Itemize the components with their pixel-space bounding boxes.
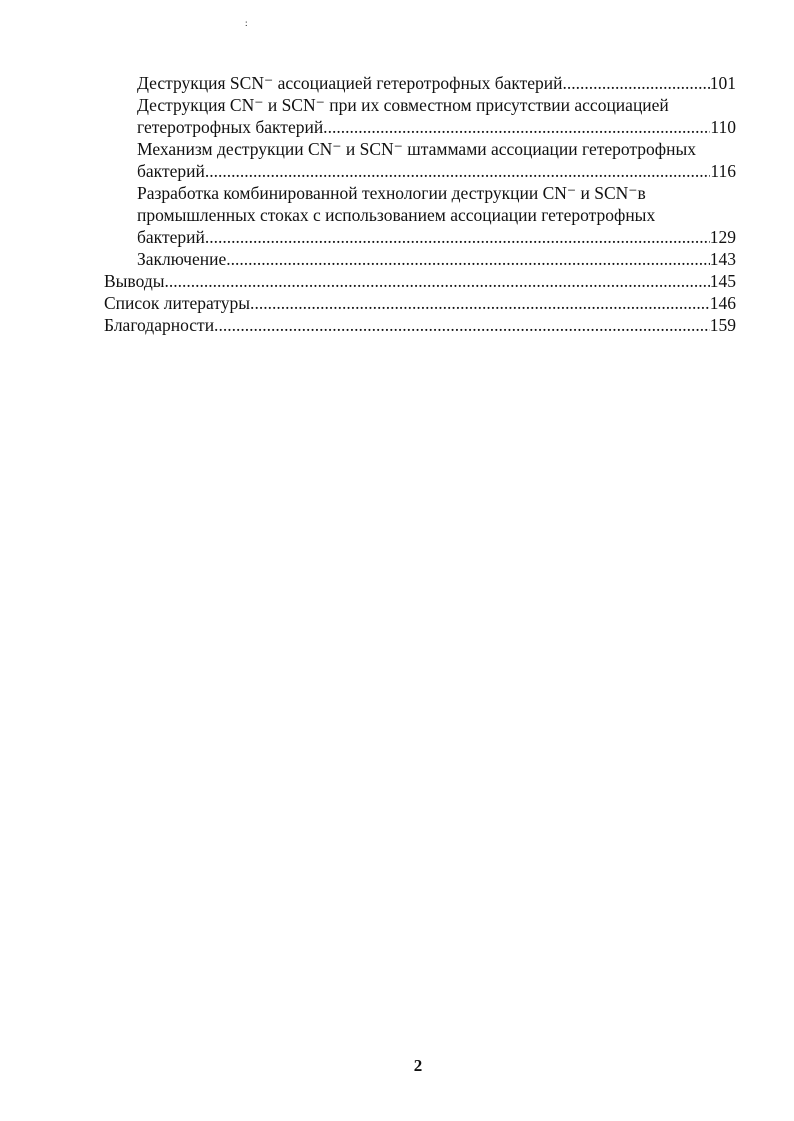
toc-entry-title: Заключение (137, 249, 227, 269)
toc-page-number: 129 (709, 227, 736, 247)
toc-leader-dots (328, 116, 711, 138)
toc-entry (137, 94, 736, 138)
toc-entry-title: Благодарности. (104, 315, 219, 335)
toc-entry (104, 314, 736, 336)
toc-page-number: 110 (710, 117, 736, 137)
toc-entry-title: гетеротрофных бактерий. (137, 117, 328, 137)
page-number: 2 (413, 1056, 423, 1075)
header-mark: : (245, 18, 248, 28)
toc-page-number: 145 (709, 271, 736, 291)
toc-entry-line (104, 270, 736, 292)
toc-page-number: 159 (709, 315, 736, 335)
toc-page-number: 143 (709, 249, 736, 269)
toc-entry-title: бактерий (137, 161, 205, 181)
toc-entry-title-line: Разработка комбинированной технологии деструкции CN⁻ и SCN⁻в (137, 183, 646, 203)
toc-entry-title: Список литературы. (104, 293, 255, 313)
toc-leader-dots (218, 314, 709, 336)
toc-entry-title: Выводы. (104, 271, 169, 291)
toc-page-number: 146 (709, 293, 736, 313)
toc-leader-dots (254, 292, 709, 314)
toc-entry-line (104, 314, 736, 336)
toc-leader-dots (226, 248, 710, 270)
toc-entry (104, 270, 736, 292)
toc-entry-line (137, 160, 736, 182)
toc-entry-line (137, 72, 736, 94)
toc-entry (137, 138, 736, 182)
toc-leader-dots (567, 72, 710, 94)
toc-leader-dots (205, 160, 711, 182)
toc-entry-line (104, 292, 736, 314)
toc-entry-title: бактерий (137, 227, 205, 247)
table-of-contents (0, 72, 794, 336)
toc-leader-dots (169, 270, 710, 292)
toc-entry (137, 182, 736, 248)
toc-entry-line (137, 116, 736, 138)
toc-entry-title-line: промышленных стоках с использованием ассоциации гетеротрофных (137, 205, 656, 225)
toc-entry (137, 248, 736, 270)
toc-page-number: 101 (709, 73, 736, 93)
toc-entry-title-line: Деструкция CN⁻ и SCN⁻ при их совместном присутствии ассоциацией (137, 95, 669, 115)
toc-entry (104, 292, 736, 314)
toc-entry-line (137, 248, 736, 270)
toc-page-number: 116 (710, 161, 736, 181)
toc-entry-line (137, 226, 736, 248)
toc-entry (137, 72, 736, 94)
toc-entry-title-line: Механизм деструкции CN⁻ и SCN⁻ штаммами ассоциации гетеротрофных (137, 139, 697, 159)
toc-leader-dots (205, 226, 710, 248)
toc-entry-title: Деструкция SCN⁻ ассоциацией гетеротрофных бактерий. (137, 73, 567, 93)
